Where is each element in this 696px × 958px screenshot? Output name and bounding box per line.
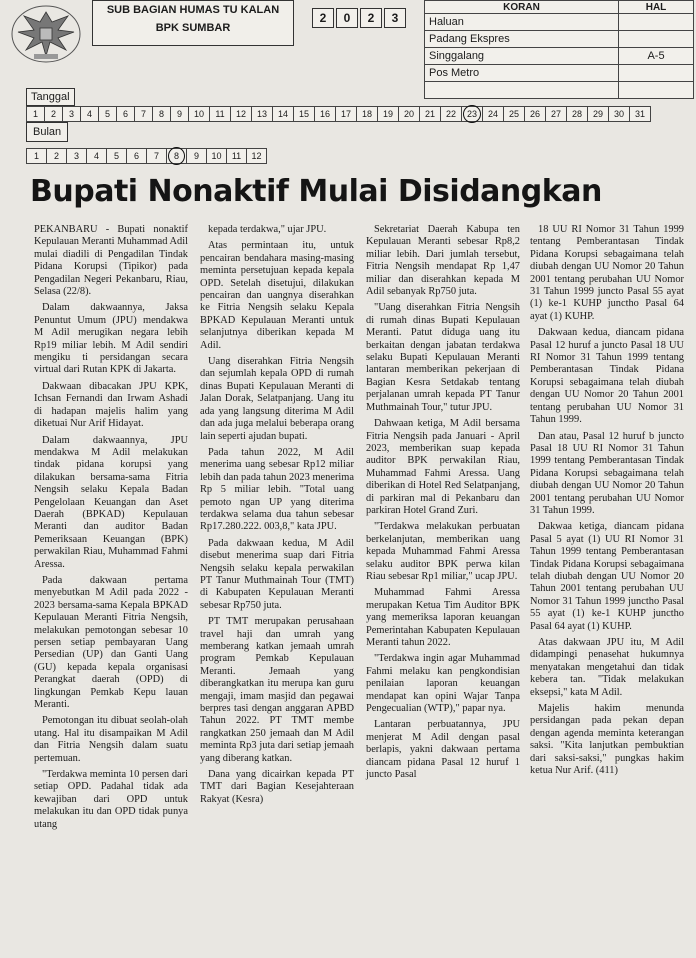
article-paragraph: Majelis hakim menunda persidangan pada pekan depan dengan agenda meminta keterangan saksi. "Kita lanjutkan pembuktian dari saksi-saksi," pungkas hakim ketua Nur Arif. (411) — [530, 703, 684, 777]
month-cell: 10 — [207, 148, 227, 164]
article-column-2 — [200, 224, 354, 810]
day-cell: 7 — [135, 106, 153, 122]
table-row — [425, 65, 694, 82]
article-paragraph: Sekretariat Daerah Kabupa ten Kepulauan Meranti sebesar Rp8,2 miliar lebih. Dari jumlah tersebut, Fitria Nengsih mendapat Rp 1,47 miliar dan diserahkan kepada M Adil sebanyak Rp750 juta. — [366, 224, 520, 298]
day-cell: 3 — [63, 106, 81, 122]
article-paragraph: kepada terdakwa," ujar JPU. — [208, 224, 327, 235]
department-box — [92, 0, 294, 46]
hal-header: HAL — [619, 1, 694, 14]
selected-month-cell: 8 — [167, 148, 187, 164]
day-cell: 14 — [273, 106, 294, 122]
table-row — [425, 82, 694, 99]
day-cell: 24 — [483, 106, 504, 122]
newspaper-name: Padang Ekspres — [425, 31, 619, 48]
article-paragraph: 18 UU RI Nomor 31 Tahun 1999 tentang Pemberantasan Tindak Pidana Korupsi sebagaimana telah diubah dengan UU Nomor 20 Tahun 2001 tentang perubahan UU Nomor 31 Tahun 1999 juncto Pasal 55 ayat (1) ke-1 KUHP junctho Pasal 64 ayat (1) KUHP. — [530, 224, 684, 322]
department-line-2: BPK SUMBAR — [155, 22, 231, 34]
year-digit: 2 — [312, 8, 334, 28]
month-cell: 4 — [87, 148, 107, 164]
page-number — [619, 82, 694, 99]
day-cell: 28 — [567, 106, 588, 122]
day-cell: 9 — [171, 106, 189, 122]
headline: Bupati Nonaktif Mulai Disidangkan — [30, 174, 602, 209]
day-cell: 8 — [153, 106, 171, 122]
month-cell: 11 — [227, 148, 247, 164]
month-cell: 2 — [47, 148, 67, 164]
day-cell: 26 — [525, 106, 546, 122]
day-cell: 21 — [420, 106, 441, 122]
article-paragraph: Dakwaan kedua, diancam pidana Pasal 12 huruf a juncto Pasal 18 UU RI Nomor 31 Tahun 1999 tentang Pemberantasan Tindak Pidana Korupsi sebagaimana telah diubah dengan UU Nomor 20 Tahun 2001 tentang perubahan UU Nomor 31 Tahun 1999. — [530, 327, 684, 426]
day-cell: 10 — [189, 106, 210, 122]
article-column-4 — [530, 224, 684, 781]
page-number — [619, 14, 694, 31]
article-paragraph: "Terdakwa melakukan perbuatan berkelanjutan, memberikan uang kepada Muhammad Fahmi Aressa selaku auditor BPK perwa kilan Riau sebesar Rp1 miliar," ucap JPU. — [366, 521, 520, 582]
day-cell: 30 — [609, 106, 630, 122]
year-digit: 0 — [336, 8, 358, 28]
article-paragraph: Uang diserahkan Fitria Nengsih dan sejumlah kepala OPD di rumah dinas Bupati Kepulauan Meranti di Jalan Dorak, Selatpanjang. Uang itu ada yang langsung diterima M Adil dan ada juga melalui beberapa orang lain seperti ajudan bupati. — [200, 356, 354, 442]
article-paragraph: PEKANBARU - Bupati nonaktif Kepulauan Meranti Muhammad Adil mulai diadili di Pengadilan Tindak Pidana Korupsi (Tipikor) pada Pengadilan Negeri Pekanbaru, Riau, Selasa (22/8). — [34, 224, 188, 298]
day-cell: 25 — [504, 106, 525, 122]
department-line-1: SUB BAGIAN HUMAS TU KALAN — [106, 4, 280, 16]
article-column-3 — [366, 224, 520, 785]
article-paragraph: Dana yang dicairkan kepada PT TMT dari Bagian Kesejahteraan Rakyat (Kesra) — [200, 769, 354, 805]
article-paragraph: PT TMT merupakan perusahaan travel haji dan umrah yang memberang katkan jemaah umrah program Pemkab Kepulauan Meranti. Jemaah yang diberangkatkan itu merupa kan guru mengaji, imam masjid dan pegawai berpres tasi dengan anggaran APBD Tahun 2022. PT TMT membe rangkatkan 250 jemaah dan M Adil meminta Rp3 juta dari setiap jemaah yang diberang katkan. — [200, 616, 354, 764]
article-paragraph: Muhammad Fahmi Aressa merupakan Ketua Tim Auditor BPK yang memeriksa laporan keuangan Pemerintahan Kabupaten Kepulauan Meranti tahun 2022. — [366, 587, 520, 648]
day-cell: 12 — [231, 106, 252, 122]
page-number — [619, 65, 694, 82]
day-cell: 5 — [99, 106, 117, 122]
day-cell: 31 — [630, 106, 651, 122]
article-paragraph: Atas permintaan itu, untuk pencairan bendahara masing-masing meminta persetujuan kepada kepala OPD. Setelah disetujui, dilakukan pencairan dan uangnya diserahkan ke Fitria Nengsih selaku Kepala BPKAD Kepulauan Meranti untuk selanjutnya diberikan kepada M Adil. — [200, 240, 354, 351]
article-paragraph: Dan atau, Pasal 12 huruf b juncto Pasal 18 UU RI Nomor 31 Tahun 1999 tentang Pemberantasan Tindak Pidana Korupsi sebagaimana telah diubah dengan UU Nomor 20 Tahun 2001 tentang perubahan UU Nomor 31 Tahun 1999. — [530, 430, 684, 516]
day-cell: 15 — [294, 106, 315, 122]
month-strip — [26, 148, 267, 164]
article-paragraph: Pada tahun 2022, M Adil menerima uang sebesar Rp12 miliar lebih dan pada tahun 2023 menerima Rp 5 miliar lebih. "Total uang pemoto ngan UP yang diterima terdakwa selama dua tahun sebesar Rp17.280.222. 003,8," kata JPU. — [200, 446, 354, 533]
day-cell: 1 — [26, 106, 45, 122]
day-cell: 20 — [399, 106, 420, 122]
month-cell: 7 — [147, 148, 167, 164]
newspaper-name — [425, 82, 619, 99]
article-paragraph: Dalam dakwaannya, JPU mendakwa M Adil melakukan tindak pidana korupsi yang dilakukan bersama-sama Fitria Nengsih selaku Kepala Badan Pengelolaan Keuangan dan Aset Daerah (BPKAD) Kepulauan Meranti dan auditor Badan Pemeriksaan Keuangan (BPK) perwakilan Riau, Muhammad Fahmi Aressa. — [34, 434, 188, 570]
selected-day-cell: 23 — [462, 106, 483, 122]
month-cell: 3 — [67, 148, 87, 164]
article-paragraph: Lantaran perbuatannya, JPU menjerat M Adil dengan pasal berlapis, yakni dakwaan pertama diancam pidana Pasal 12 huruf 1 juncto Pasal — [366, 719, 520, 781]
page-number — [619, 31, 694, 48]
article-paragraph: "Terdakwa meminta 10 persen dari setiap OPD. Padahal tidak ada kewajiban dari OPD untuk melakukan itu dan OPD tidak punya utang — [34, 769, 188, 830]
month-cell: 1 — [26, 148, 47, 164]
year-digit: 2 — [360, 8, 382, 28]
day-cell: 11 — [210, 106, 231, 122]
article-paragraph: Dahwaan ketiga, M Adil bersama Fitria Nengsih pada Januari - April 2023, memberikan suap kepada auditor BPK perwakilan Riau, Muhammad Fahmi Aressa. Uang diberikan di Hotel Red Selatpanjang, di parkiran mal di Pekanbaru dan parkiran Hotel Grand Zuri. — [366, 418, 520, 516]
day-cell: 19 — [378, 106, 399, 122]
article-paragraph: Dakwaa ketiga, diancam pidana Pasal 5 ayat (1) UU RI Nomor 31 Tahun 1999 tentang Pemberantasan Tindak Pidana Korupsi sebagaimana telah diubah dengan UU Nomor 20 Tahun 2001 tentang perubahan UU Nomor 31 Tahun 1999 junctho Pasal 55 ayat (1) ke-1 KUHP junctho Pasal 64 ayat (1) KUHP. — [530, 521, 684, 632]
article-paragraph: Pemotongan itu dibuat seolah-olah utang. Hal itu disampaikan M Adil dan Fitria Nengsih dalam suatu pertemuan. — [34, 715, 188, 764]
koran-header: KORAN — [425, 1, 619, 14]
table-row — [425, 48, 694, 65]
article-paragraph: Pada dakwaan kedua, M Adil disebut menerima suap dari Fitria Nengsih selaku kepala perwakilan PT Tanur Muthmainah Tour (TMT) di Kabupaten Kepulauan Meranti sebesar Rp750 juta. — [200, 537, 354, 611]
month-cell: 9 — [187, 148, 207, 164]
day-cell: 6 — [117, 106, 135, 122]
bulan-label: Bulan — [26, 122, 68, 142]
article-paragraph: Atas dakwaan JPU itu, M Adil didampingi penasehat hukumnya menyatakan mengetahui dan tidak kebera tan. "Tidak melakukan eksepsi," kata M Adil. — [530, 637, 684, 698]
table-row — [425, 31, 694, 48]
day-cell: 16 — [315, 106, 336, 122]
day-cell: 18 — [357, 106, 378, 122]
day-cell: 17 — [336, 106, 357, 122]
day-cell: 27 — [546, 106, 567, 122]
article-paragraph: "Uang diserahkan Fitria Nengsih di rumah dinas Bupati Kepulauan Meranti. Patut diduga uang itu berkaitan dengan jabatan terdakwa selaku Bupati Kepulauan Meranti lantaran memberikan pekerjaan di Bagian Kesra Setdakab tentang perjalanan umrah kepada PT Tanur Muthmainah Tour," tutur JPU. — [366, 302, 520, 413]
day-cell: 29 — [588, 106, 609, 122]
table-row — [425, 14, 694, 31]
article-paragraph: "Terdakwa ingin agar Muhammad Fahmi melaku kan pengkondisian penilaian laporan keuangan mendapat kan opini Wajar Tanpa Pengecualian (WTP)," papar nya. — [366, 653, 520, 715]
tanggal-label: Tanggal — [26, 88, 75, 106]
garuda-emblem-icon — [8, 2, 84, 66]
month-cell: 5 — [107, 148, 127, 164]
month-cell: 6 — [127, 148, 147, 164]
newspaper-name: Singgalang — [425, 48, 619, 65]
article-paragraph: Dakwaan dibacakan JPU KPK, Ichsan Fernandi dan Irwam Ashadi di hadapan majelis halim yang diketuai Nur Arif Hidayat. — [34, 380, 188, 430]
article-paragraph: Pada dakwaan pertama menyebutkan M Adil pada 2022 - 2023 bersama-sama Kepala BPKAD Kepulauan Meranti Fitria Nengsih, melakukan pemotongan sebesar 10 persen setiap pembayaran Uang Persedian (UP) dan Ganti Uang (GU) kepada kepala organisasi Perangkat daerah (OPD) di lingkungan Pemkab Kepu lauan Meranti. — [34, 574, 188, 711]
newspaper-name: Haluan — [425, 14, 619, 31]
page-number: A-5 — [619, 48, 694, 65]
article-column-1 — [34, 224, 188, 835]
day-cell: 22 — [441, 106, 462, 122]
month-cell: 12 — [247, 148, 267, 164]
day-cell: 4 — [81, 106, 99, 122]
newspaper-table — [424, 0, 694, 99]
day-cell: 2 — [45, 106, 63, 122]
article-paragraph: Dalam dakwaannya, Jaksa Penuntut Umum (JPU) mendakwa M Adil merugikan negara lebih Rp19 miliar lebih. M Adil sendiri mengiku ti persidangan secara virtual dari Rutan KPK di Jakarta. — [34, 302, 188, 376]
newspaper-name: Pos Metro — [425, 65, 619, 82]
year-box — [312, 8, 408, 28]
day-strip — [26, 106, 651, 122]
article-body — [34, 224, 688, 954]
day-cell: 13 — [252, 106, 273, 122]
year-digit: 3 — [384, 8, 406, 28]
